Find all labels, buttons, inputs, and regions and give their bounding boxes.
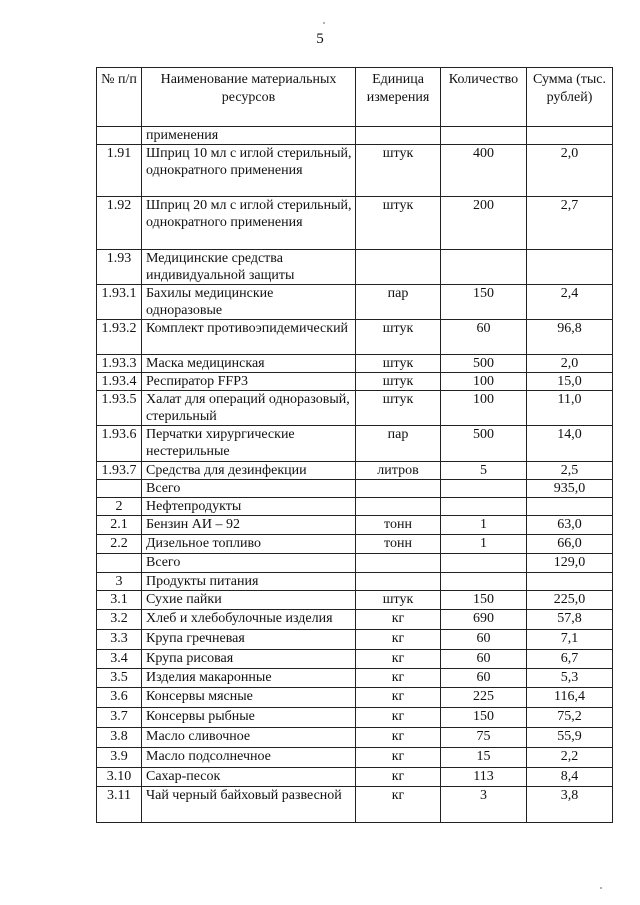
row-name: Медицинские средства индивидуальной защиты [142, 250, 356, 285]
row-sum: 66,0 [527, 535, 613, 554]
row-name: Нефтепродукты [142, 498, 356, 516]
row-sum: 2,0 [527, 355, 613, 373]
table-row [97, 650, 613, 669]
table-row [97, 728, 613, 748]
row-num: 1.93.7 [97, 462, 142, 480]
row-qty: 60 [441, 650, 527, 669]
row-name: Бензин АИ – 92 [142, 516, 356, 535]
row-name: Всего [142, 554, 356, 573]
row-unit: кг [356, 688, 441, 708]
table-row [97, 391, 613, 426]
row-num [97, 480, 142, 498]
row-unit [356, 250, 441, 285]
row-unit: кг [356, 610, 441, 630]
row-qty: 60 [441, 669, 527, 688]
row-unit: пар [356, 285, 441, 320]
row-name: Консервы рыбные [142, 708, 356, 728]
row-sum: 57,8 [527, 610, 613, 630]
row-sum: 2,5 [527, 462, 613, 480]
row-name: Комплект противоэпидемический [142, 320, 356, 355]
row-name: Сахар-песок [142, 768, 356, 787]
row-name: Шприц 20 мл с иглой стерильный, однократного применения [142, 197, 356, 250]
row-sum: 75,2 [527, 708, 613, 728]
table-row [97, 320, 613, 355]
row-name: Сухие пайки [142, 591, 356, 610]
row-unit: штук [356, 145, 441, 197]
row-num: 3 [97, 573, 142, 591]
table-row [97, 591, 613, 610]
table-row [97, 355, 613, 373]
row-qty: 113 [441, 768, 527, 787]
row-qty [441, 573, 527, 591]
row-num: 3.2 [97, 610, 142, 630]
row-sum: 15,0 [527, 373, 613, 391]
table-row [97, 688, 613, 708]
table-row [97, 426, 613, 462]
table-row [97, 669, 613, 688]
row-name: Консервы мясные [142, 688, 356, 708]
row-num: 1.93.5 [97, 391, 142, 426]
row-sum: 14,0 [527, 426, 613, 462]
row-num: 3.9 [97, 748, 142, 768]
row-qty: 75 [441, 728, 527, 748]
row-qty: 100 [441, 391, 527, 426]
row-unit: штук [356, 373, 441, 391]
row-unit: литров [356, 462, 441, 480]
row-name: Масло сливочное [142, 728, 356, 748]
scan-speck [323, 22, 325, 24]
table-row [97, 285, 613, 320]
row-name: Респиратор FFP3 [142, 373, 356, 391]
row-qty: 225 [441, 688, 527, 708]
row-sum: 3,8 [527, 787, 613, 823]
table-header-row [97, 68, 613, 127]
row-sum: 55,9 [527, 728, 613, 748]
row-name: Перчатки хирургические нестерильные [142, 426, 356, 462]
row-sum: 2,0 [527, 145, 613, 197]
row-name: Чай черный байховый развесной [142, 787, 356, 823]
row-sum: 116,4 [527, 688, 613, 708]
row-qty: 15 [441, 748, 527, 768]
scan-speck [600, 887, 602, 889]
row-name: Крупа гречневая [142, 630, 356, 650]
header-unit: Единица измерения [356, 68, 441, 127]
row-unit [356, 127, 441, 145]
row-name: Масло подсолнечное [142, 748, 356, 768]
row-sum [527, 498, 613, 516]
row-name: Маска медицинская [142, 355, 356, 373]
row-qty: 100 [441, 373, 527, 391]
row-unit [356, 554, 441, 573]
table-row [97, 250, 613, 285]
row-unit: кг [356, 787, 441, 823]
row-num: 3.6 [97, 688, 142, 708]
row-name: Крупа рисовая [142, 650, 356, 669]
row-unit: штук [356, 355, 441, 373]
row-unit: штук [356, 591, 441, 610]
row-sum: 225,0 [527, 591, 613, 610]
row-qty: 150 [441, 285, 527, 320]
table-row [97, 748, 613, 768]
row-qty: 500 [441, 355, 527, 373]
row-qty: 400 [441, 145, 527, 197]
table-row [97, 480, 613, 498]
row-qty [441, 250, 527, 285]
table-row [97, 573, 613, 591]
row-num: 3.10 [97, 768, 142, 787]
row-qty: 200 [441, 197, 527, 250]
row-num: 3.3 [97, 630, 142, 650]
row-sum [527, 127, 613, 145]
row-qty: 60 [441, 320, 527, 355]
row-qty: 150 [441, 591, 527, 610]
row-qty [441, 127, 527, 145]
table-row [97, 516, 613, 535]
row-qty: 5 [441, 462, 527, 480]
row-unit [356, 573, 441, 591]
table-row [97, 145, 613, 197]
row-name: Халат для операций одноразовый, стерильный [142, 391, 356, 426]
row-unit: штук [356, 391, 441, 426]
row-unit: кг [356, 630, 441, 650]
row-num [97, 554, 142, 573]
row-num: 3.11 [97, 787, 142, 823]
row-num: 3.8 [97, 728, 142, 748]
table-row [97, 554, 613, 573]
row-sum: 7,1 [527, 630, 613, 650]
row-name: Изделия макаронные [142, 669, 356, 688]
table-row [97, 768, 613, 787]
row-name: Продукты питания [142, 573, 356, 591]
row-unit [356, 480, 441, 498]
row-num: 3.1 [97, 591, 142, 610]
row-num: 2.1 [97, 516, 142, 535]
table-row [97, 462, 613, 480]
table-row [97, 630, 613, 650]
row-sum [527, 250, 613, 285]
row-qty [441, 498, 527, 516]
row-unit: пар [356, 426, 441, 462]
row-num: 1.93.6 [97, 426, 142, 462]
row-num: 3.7 [97, 708, 142, 728]
row-unit: кг [356, 669, 441, 688]
row-name: Дизельное топливо [142, 535, 356, 554]
row-qty: 60 [441, 630, 527, 650]
header-sum: Сумма (тыс. рублей) [527, 68, 613, 127]
table-row [97, 610, 613, 630]
row-name: Средства для дезинфекции [142, 462, 356, 480]
row-qty: 150 [441, 708, 527, 728]
row-qty: 1 [441, 516, 527, 535]
row-num: 1.93 [97, 250, 142, 285]
table-row [97, 708, 613, 728]
row-name: Хлеб и хлебобулочные изделия [142, 610, 356, 630]
row-name: применения [142, 127, 356, 145]
row-num: 1.92 [97, 197, 142, 250]
page-number: 5 [316, 31, 324, 47]
row-unit [356, 498, 441, 516]
row-qty [441, 554, 527, 573]
row-num: 1.93.1 [97, 285, 142, 320]
resources-table [96, 67, 613, 823]
header-num: № п/п [97, 68, 142, 127]
table-row [97, 127, 613, 145]
header-qty: Количество [441, 68, 527, 127]
row-unit: штук [356, 197, 441, 250]
row-qty: 1 [441, 535, 527, 554]
row-unit: тонн [356, 516, 441, 535]
row-sum: 2,7 [527, 197, 613, 250]
row-num: 2.2 [97, 535, 142, 554]
table-row [97, 535, 613, 554]
row-sum [527, 573, 613, 591]
row-sum: 11,0 [527, 391, 613, 426]
table-row [97, 197, 613, 250]
row-num: 1.93.2 [97, 320, 142, 355]
row-sum: 129,0 [527, 554, 613, 573]
row-sum: 2,2 [527, 748, 613, 768]
row-num: 1.91 [97, 145, 142, 197]
header-name: Наименование материальных ресурсов [142, 68, 356, 127]
row-sum: 96,8 [527, 320, 613, 355]
row-num: 3.4 [97, 650, 142, 669]
row-num: 3.5 [97, 669, 142, 688]
row-num: 2 [97, 498, 142, 516]
row-unit: кг [356, 728, 441, 748]
row-unit: кг [356, 708, 441, 728]
table-row [97, 498, 613, 516]
row-num: 1.93.4 [97, 373, 142, 391]
row-qty: 500 [441, 426, 527, 462]
row-sum: 2,4 [527, 285, 613, 320]
row-num: 1.93.3 [97, 355, 142, 373]
row-qty [441, 480, 527, 498]
row-unit: кг [356, 650, 441, 669]
row-unit: кг [356, 768, 441, 787]
row-name: Шприц 10 мл с иглой стерильный, однократного применения [142, 145, 356, 197]
row-sum: 63,0 [527, 516, 613, 535]
row-name: Всего [142, 480, 356, 498]
row-name: Бахилы медицинские одноразовые [142, 285, 356, 320]
row-unit: кг [356, 748, 441, 768]
table-row [97, 787, 613, 823]
row-sum: 8,4 [527, 768, 613, 787]
table-row [97, 373, 613, 391]
row-unit: штук [356, 320, 441, 355]
row-qty: 690 [441, 610, 527, 630]
row-sum: 935,0 [527, 480, 613, 498]
row-num [97, 127, 142, 145]
row-sum: 5,3 [527, 669, 613, 688]
row-unit: тонн [356, 535, 441, 554]
row-sum: 6,7 [527, 650, 613, 669]
row-qty: 3 [441, 787, 527, 823]
